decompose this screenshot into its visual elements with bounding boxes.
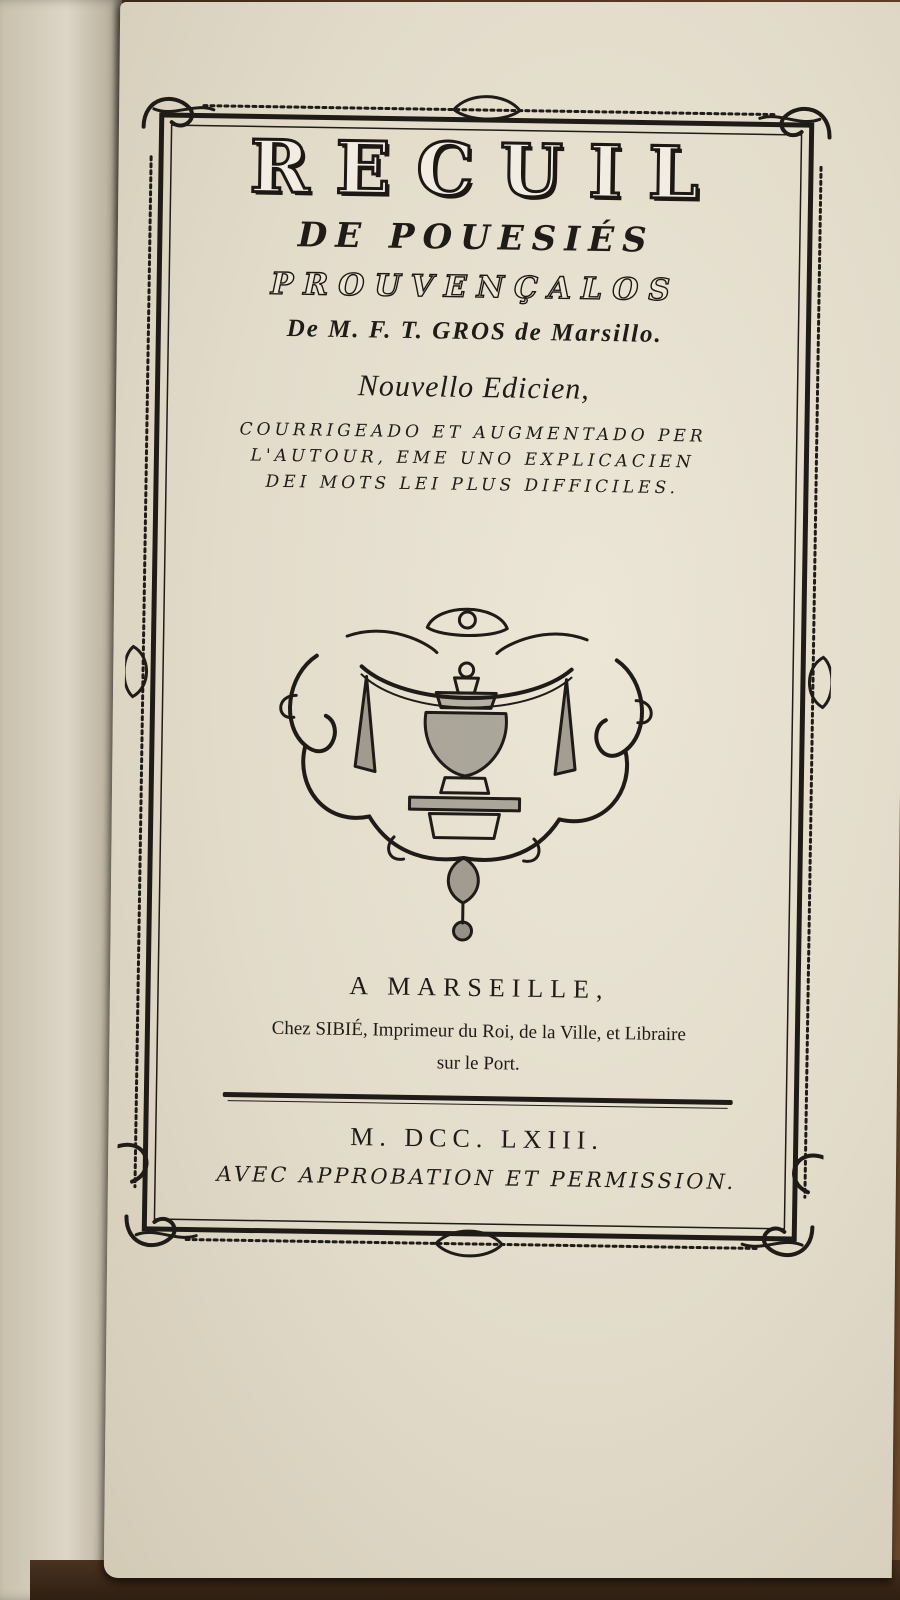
printer-line-1: Chez SIBIÉ, Imprimeur du Roi, de la Ville, et Libraire [271,1017,687,1046]
printer-line-2: sur le Port. [436,1052,520,1075]
book-title: RECUIL [249,123,726,216]
edition-line: Nouvello Edicien, [357,369,591,406]
urn-vignette [272,595,657,951]
facing-page [0,0,122,1600]
publication-date: M. DCC. LXIII. [350,1122,605,1155]
publication-place: A MARSEILLE, [349,970,610,1005]
description-line: COURRIGEADO ET AUGMENTADO PER [239,419,707,447]
title-subtitle-line1: DE POUESIÉS [297,215,655,261]
title-subtitle-line2: PROUVENÇALOS [270,266,681,309]
title-text-block [127,125,823,504]
approval-line: AVEC APPROBATION ET PERMISSION. [216,1161,737,1195]
description-line: DEI MOTS LEI PLUS DIFFICILES. [265,471,680,499]
description-line: L'AUTOUR, EME UNO EXPLICACIEN [250,445,695,473]
description-block [127,415,818,504]
author-line: De M. F. T. GROS de Marsillo. [286,315,663,348]
imprint-block [126,963,829,1201]
printer-line [128,1011,829,1086]
